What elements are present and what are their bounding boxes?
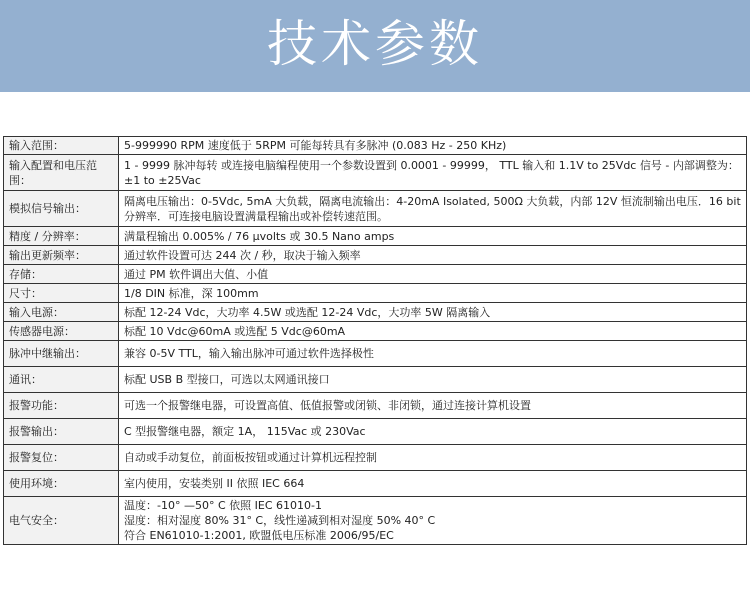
spec-label: 输入配置和电压范围： [4,155,119,191]
spec-label: 报警功能： [4,393,119,419]
spec-value: C 型报警继电器，额定 1A， 115Vac 或 230Vac [119,419,747,445]
table-row [4,227,747,246]
table-row [4,497,747,545]
table-row [4,471,747,497]
spec-label: 输入电源： [4,303,119,322]
spec-value: 1/8 DIN 标准，深 100mm [119,284,747,303]
page-title: 技术参数 [267,15,483,73]
spec-value: 温度：-10° —50° C 依照 IEC 61010-1 湿度：相对湿度 80% 31° C，线性递减到相对湿度 50% 40° C 符合 EN61010-1:2001, 欧盟低电压标准 2006/95/EC [119,497,747,545]
spec-label: 精度 / 分辨率： [4,227,119,246]
spec-value: 标配 12-24 Vdc，大功率 4.5W 或选配 12-24 Vdc，大功率 5W 隔离输入 [119,303,747,322]
table-row [4,246,747,265]
spec-label: 输入范围： [4,137,119,155]
table-row [4,322,747,341]
spec-value: 5-999990 RPM 速度低于 5RPM 可能每转具有多脉冲 (0.083 Hz - 250 KHz) [119,137,747,155]
table-row [4,137,747,155]
spec-value: 满量程输出 0.005% / 76 μvolts 或 30.5 Nano amps [119,227,747,246]
spec-table [3,136,747,545]
spec-label: 输出更新频率： [4,246,119,265]
spec-value: 通过软件设置可达 244 次 / 秒，取决于输入频率 [119,246,747,265]
spec-value: 标配 10 Vdc@60mA 或选配 5 Vdc@60mA [119,322,747,341]
spec-label: 脉冲中继输出： [4,341,119,367]
table-row [4,341,747,367]
title-banner [0,0,750,92]
spec-value: 可选一个报警继电器，可设置高值、低值报警或闭锁、非闭锁，通过连接计算机设置 [119,393,747,419]
spec-value: 兼容 0-5V TTL，输入输出脉冲可通过软件选择极性 [119,341,747,367]
table-row [4,393,747,419]
spec-value: 1 - 9999 脉冲每转 或连接电脑编程使用一个参数设置到 0.0001 - 99999， TTL 输入和 1.1V to 25Vdc 信号 - 内部调整为：±1 to ±25Vac [119,155,747,191]
spec-label: 报警输出： [4,419,119,445]
spec-value: 标配 USB B 型接口，可选以太网通讯接口 [119,367,747,393]
spec-label: 使用环境： [4,471,119,497]
table-row [4,303,747,322]
table-row [4,265,747,284]
spec-value: 室内使用，安装类别 II 依照 IEC 664 [119,471,747,497]
spec-value: 隔离电压输出：0-5Vdc, 5mA 大负载，隔离电流输出：4-20mA Isolated, 500Ω 大负载，内部 12V 恒流制输出电压．16 bit 分辨率．可连接电脑设置满量程输出或补偿转速范围。 [119,191,747,227]
spec-label: 报警复位： [4,445,119,471]
spec-label: 传感器电源： [4,322,119,341]
spec-label: 存储： [4,265,119,284]
table-row [4,155,747,191]
table-row [4,367,747,393]
spec-label: 通讯： [4,367,119,393]
table-row [4,445,747,471]
table-row [4,419,747,445]
table-row [4,284,747,303]
spec-label: 电气安全： [4,497,119,545]
table-row [4,191,747,227]
spec-value: 自动或手动复位，前面板按钮或通过计算机远程控制 [119,445,747,471]
spec-value: 通过 PM 软件调出大值、小值 [119,265,747,284]
spec-label: 尺寸： [4,284,119,303]
spec-label: 模拟信号输出： [4,191,119,227]
